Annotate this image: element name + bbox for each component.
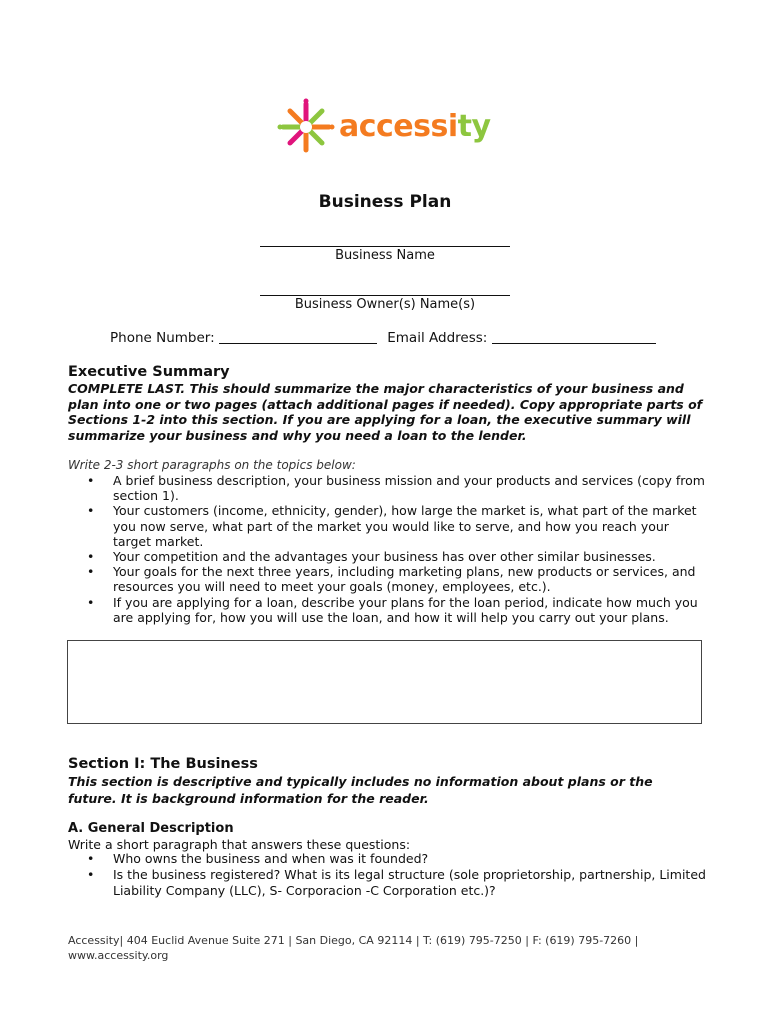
executive-summary-bullets xyxy=(68,473,708,625)
phone-label: Phone Number: xyxy=(110,330,215,346)
bullet-icon: • xyxy=(87,851,95,866)
section-one-instructions: This section is descriptive and typically includes no information about plans or the future. It is background information for the reader. xyxy=(68,774,653,806)
general-description-heading: A. General Description xyxy=(68,821,234,836)
owner-names-caption: Business Owner(s) Name(s) xyxy=(294,297,476,312)
footer-website-link[interactable]: www.accessity.org xyxy=(68,949,169,962)
bullet-icon: • xyxy=(87,867,95,882)
business-name-line[interactable] xyxy=(260,246,510,247)
bullet-icon: • xyxy=(87,549,95,565)
list-item: • If you are applying for a loan, describe your plans for the loan period, indicate how much you are applying for, how you will use the loan, and how it will help you carry out your plans. xyxy=(87,594,698,625)
accessity-logo xyxy=(277,98,491,156)
bullet-icon: • xyxy=(87,503,95,519)
executive-summary-heading: Executive Summary xyxy=(68,364,230,380)
list-item: • Who owns the business and when was it founded? xyxy=(87,851,429,866)
bullet-icon: • xyxy=(87,564,95,580)
page-title: Business Plan xyxy=(318,192,452,212)
list-item: • A brief business description, your business mission and your products and services (copy from section 1). xyxy=(87,473,705,504)
executive-summary-answer-box[interactable] xyxy=(67,640,702,724)
contact-row xyxy=(110,330,656,346)
executive-summary-prompt: Write 2-3 short paragraphs on the topics below: xyxy=(68,458,356,472)
list-item: • Your goals for the next three years, including marketing plans, new products or services, and resources you will need to meet your goals (money, employees, etc.). xyxy=(87,564,696,595)
footer-address: Accessity| 404 Euclid Avenue Suite 271 | San Diego, CA 92114 | T: (619) 795-7250 | F: (619) 795-7260 | xyxy=(68,934,639,947)
executive-summary-instructions: COMPLETE LAST. This should summarize the major characteristics of your business and plan into one or two pages (attach additional pages if needed). Copy appropriate parts of Sections 1-2 into this section. If you are applying for a loan, the executive summary will summarize your business and why you need a loan to the lender. xyxy=(68,381,703,443)
owner-names-line[interactable] xyxy=(260,295,510,296)
list-item: • Your customers (income, ethnicity, gender), how large the market is, what part of the market you now serve, what part of the market you would like to serve, and how you reach your target market. xyxy=(87,503,697,549)
business-name-caption: Business Name xyxy=(335,248,435,263)
bullet-icon: • xyxy=(87,594,95,610)
email-field[interactable] xyxy=(492,343,656,344)
email-label: Email Address: xyxy=(387,330,488,346)
general-description-prompt: Write a short paragraph that answers these questions: xyxy=(68,837,411,852)
phone-field[interactable] xyxy=(219,343,377,344)
logo-wordmark: accessity xyxy=(339,109,491,144)
section-one-heading: Section I: The Business xyxy=(68,756,258,772)
list-item: • Your competition and the advantages your business has over other similar businesses. xyxy=(87,549,656,565)
list-item: • Is the business registered? What is its legal structure (sole proprietorship, partnership, Limited Liability Company (LLC), S- Corporacion -C Corporation etc.)? xyxy=(87,867,706,898)
accessity-logo-icon xyxy=(277,98,335,156)
general-description-bullets xyxy=(68,851,708,899)
page-footer xyxy=(68,933,688,963)
bullet-icon: • xyxy=(87,473,95,488)
